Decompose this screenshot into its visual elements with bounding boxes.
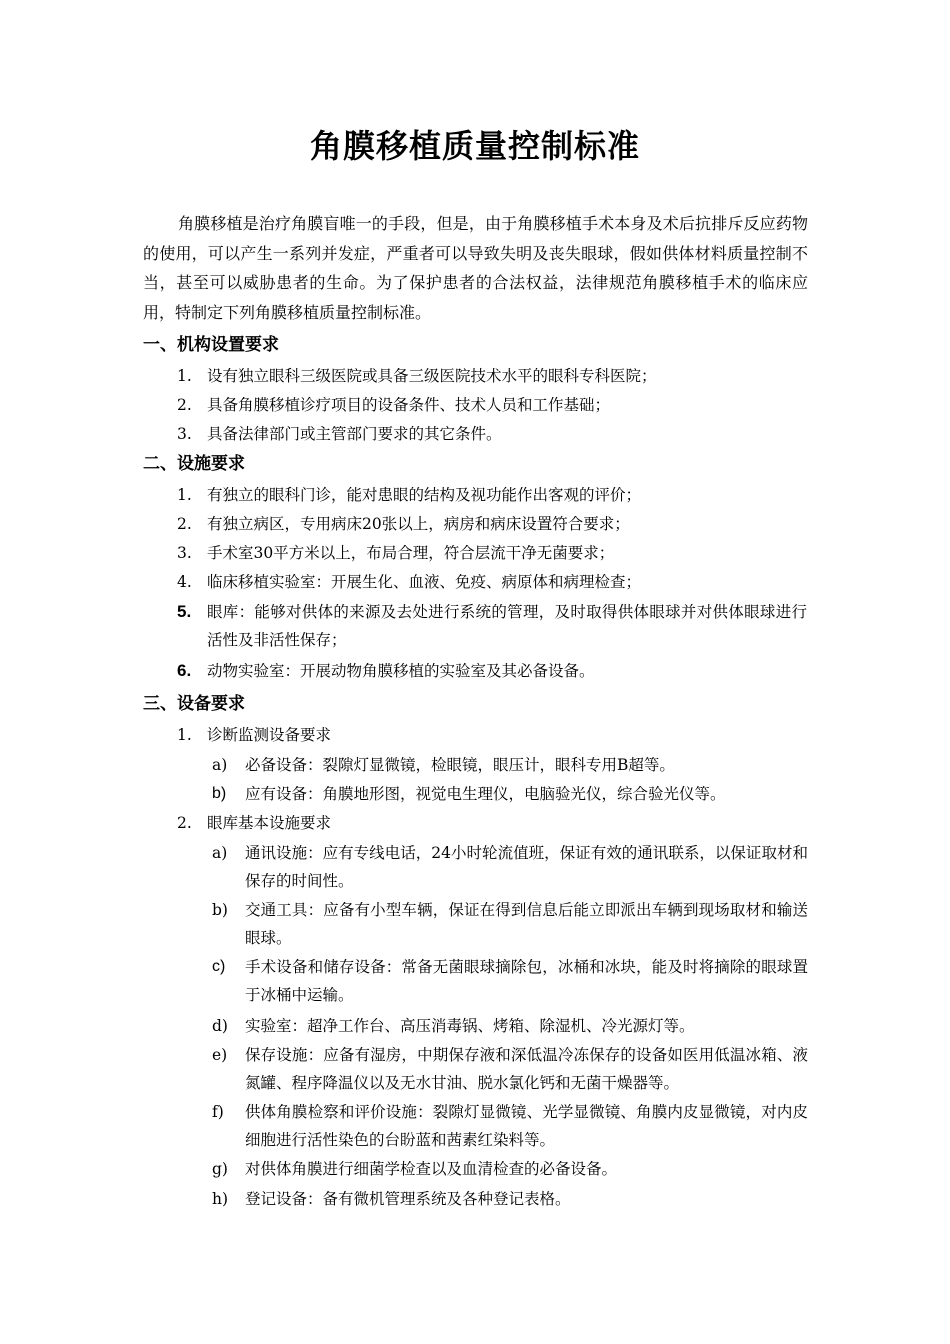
intro-paragraph: 角膜移植是治疗角膜盲唯一的手段，但是，由于角膜移植手术本身及术后抗排斥反应药物的使用，可以产生一系列并发症，严重者可以导致失明及丧失眼球，假如供体材料质量控制不当，甚至可以威胁患者的生命。为了保护患者的合法权益，法律规范角膜移植手术的临床应用，特制定下列角膜移植质量控制标准。 [143, 214, 808, 322]
section-heading-institution: 一、机构设置要求 [143, 335, 279, 355]
section-heading-facilities: 二、设施要求 [143, 454, 245, 474]
document-title: 角膜移植质量控制标准 [309, 127, 640, 165]
section-heading-equipment: 三、设备要求 [143, 694, 245, 714]
document-page: 角膜移植质量控制标准 角膜移植是治疗角膜盲唯一的手段，但是，由于角膜移植手术本身及术后抗排斥反应药物的使用，可以产生一系列并发症，严重者可以导致失明及丧失眼球，假如供体材料质量控制不当，甚至可以威胁患者的生命。为了保护患者的合法权益，法律规范角膜移植手术的临床应用，特制定下列角膜移植质量控制标准。 一、机构设置要求 1. 设有独立眼科三级医院或具备三级医院技术水平的眼科专科医院； 2. 具备角膜移植诊疗项目的设备条件、技术人员和工作基础； 3. 具备法律部门或主管部门要求的其它条件。 二、设施要求 1. 有独立的眼科门诊，能对患眼的结构及视功能作出客观的评价； 2. 有独立病区，专用病床20张以上，病房和病床设置符合要求； 3. 手术室30平方米以上，布局合理，符合层流干净无菌要求； 4. 临床移植实验室：开展生化、血液、免疫、病原体和病理检查； 5. 眼库：能够对供体的来源及去处进行系统的管理，及时取得供体眼球并对供体眼球进行活性及非活性保存； 6. 动物实验室：开展动物角膜移植的实验室及其必备设备。 三、设备要求 1. 诊断监测设备要求 a) 必备设备：裂隙灯显微镜，检眼镜，眼压计，眼科专用B超等。 b) 应有设备：角膜地形图，视觉电生理仪，电脑验光仪，综合验光仪等。 2. 眼库基本设施要求 a) 通讯设施：应有专线电话，24小时轮流值班，保证有效的通讯联系，以保证取材和保存的时间性。 b) 交通工具：应备有小型车辆，保证在得到信息后能立即派出车辆到现场取材和输送眼球。 c) 手术设备和储存设备：常备无菌眼球摘除包，冰桶和冰块，能及时将摘除的眼球置于冰桶中运输。 d) 实验室：超净工作台、高压消毒锅、烤箱、除湿机、冷光源灯等。 e) 保存设施：应备有湿房，中期保存液和深低温冷冻保存的设备如医用低温冰箱、液氮罐、程序降温仪以及无水甘油、脱水氯化钙和无菌干燥器等。 f) 供体角膜检察和评价设施：裂隙灯显微镜、光学显微镜、角膜内皮显微镜，对内皮细胞进行活性染色的台盼蓝和茜素红染料等。 g) 对供体角膜进行细菌学检查以及血清检查的必备设备。 h) 登记设备：备有微机管理系统及各种登记表格。 [0, 0, 950, 1344]
